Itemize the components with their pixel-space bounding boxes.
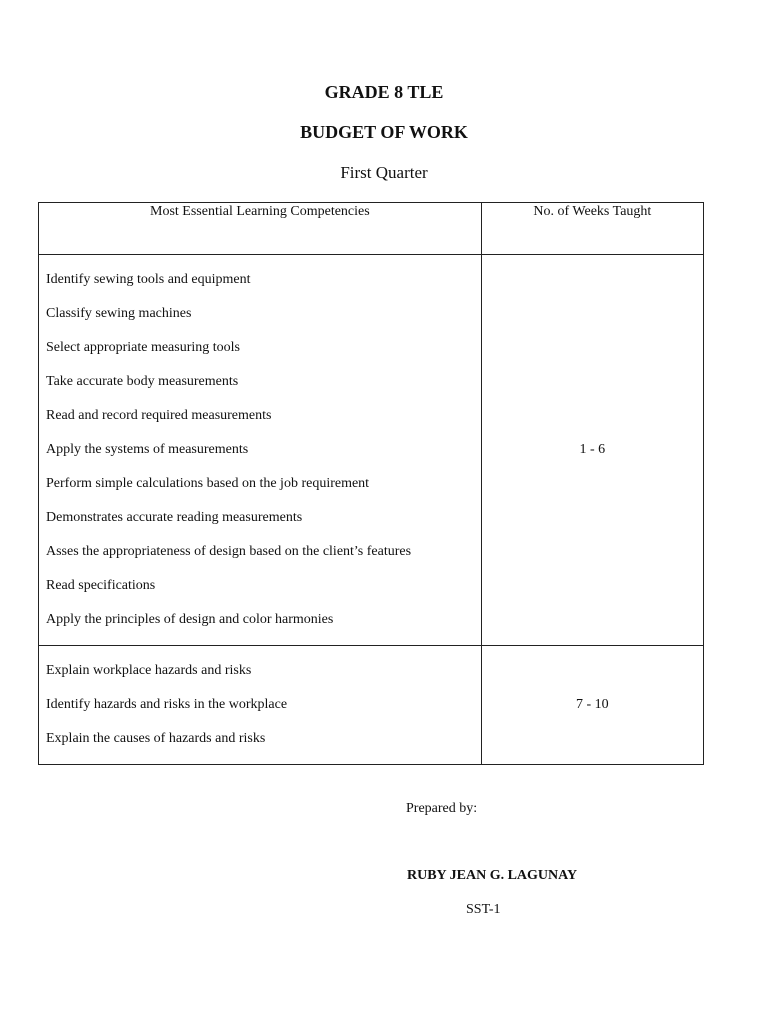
list-item: Read and record required measurements [46,408,272,423]
list-item: Perform simple calculations based on the job requirement [46,476,370,491]
list-item: Read specifications [46,578,156,593]
table-row [39,255,704,646]
weeks-cell: 1 - 6 [481,255,703,646]
preparer-position: SST-1 [466,902,501,917]
budget-of-work-table [38,202,704,765]
list-item: Explain workplace hazards and risks [46,663,252,678]
prepared-by-label: Prepared by: [406,801,478,816]
list-item: Asses the appropriateness of design based on the client’s features [46,544,412,559]
competencies-cell [39,646,482,765]
header-weeks-taught: No. of Weeks Taught [481,203,703,255]
table-header-row [39,203,704,255]
list-item: Apply the principles of design and color harmonies [46,612,334,627]
list-item: Apply the systems of measurements [46,442,249,457]
list-item: Select appropriate measuring tools [46,340,240,355]
list-item: Take accurate body measurements [46,374,239,389]
table-row [39,646,704,765]
list-item: Explain the causes of hazards and risks [46,731,266,746]
competency-list [39,255,481,645]
list-item: Identify hazards and risks in the workplace [46,697,288,712]
weeks-cell: 7 - 10 [481,646,703,765]
document-title: GRADE 8 TLE [324,82,444,102]
header-competencies: Most Essential Learning Competencies [39,203,482,255]
list-item: Demonstrates accurate reading measurements [46,510,303,525]
quarter-label: First Quarter [340,163,428,182]
document-subtitle: BUDGET OF WORK [300,122,468,142]
preparer-name: RUBY JEAN G. LAGUNAY [407,868,578,883]
list-item: Classify sewing machines [46,306,192,321]
competencies-cell [39,255,482,646]
competency-list [39,646,481,764]
list-item: Identify sewing tools and equipment [46,272,251,287]
